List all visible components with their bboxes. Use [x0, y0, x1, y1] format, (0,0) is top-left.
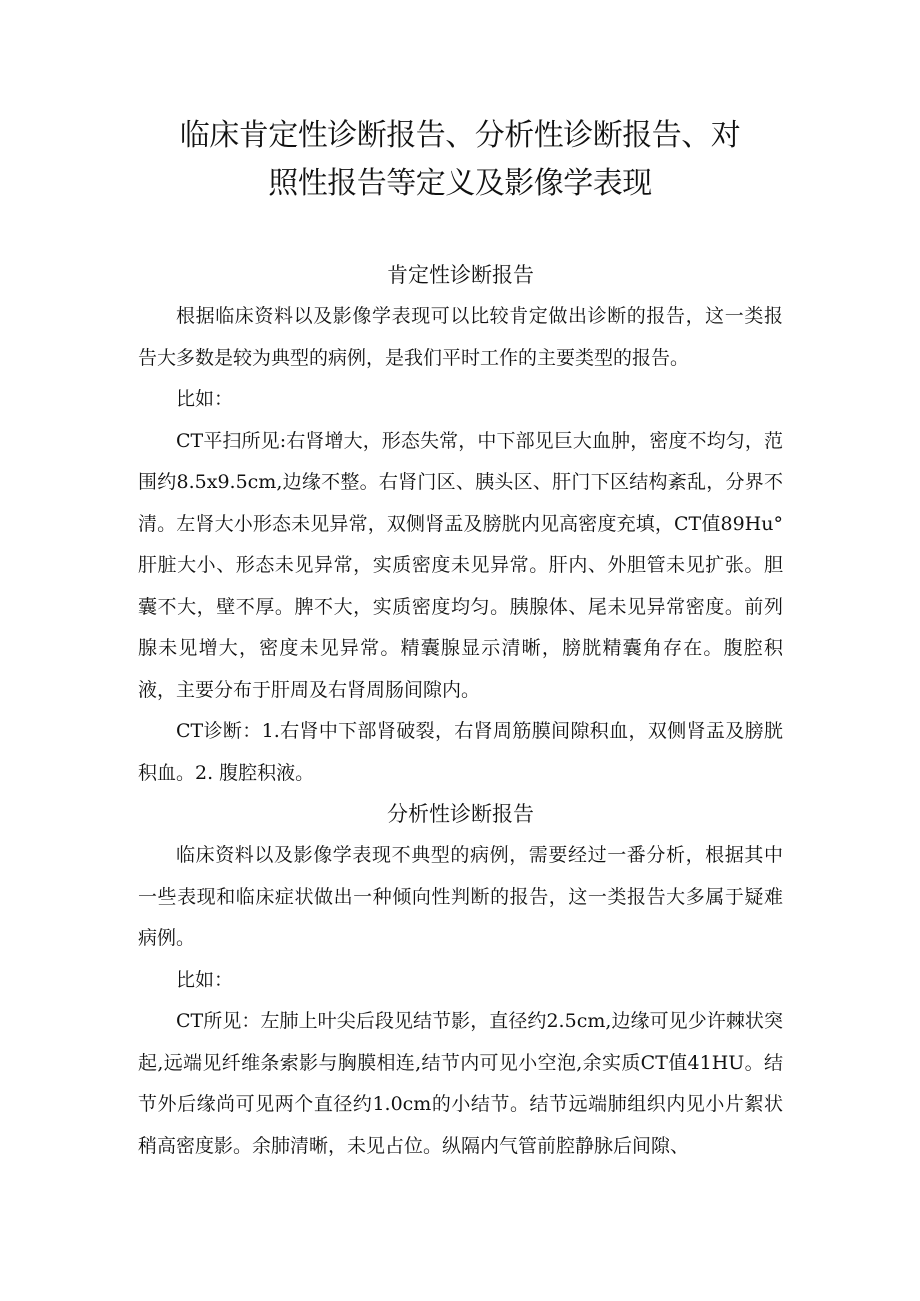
paragraph-analytical-definition: 临床资料以及影像学表现不典型的病例，需要经过一番分析，根据其中一些表现和临床症状做出一种倾向性判断的报告，这一类报告大多属于疑难病例。	[138, 844, 783, 949]
title-line-1: 临床肯定性诊断报告、分析性诊断报告、对	[179, 118, 741, 153]
title-line-2: 照性报告等定义及影像学表现	[268, 166, 652, 201]
paragraph-example-label: 比如：	[176, 968, 234, 991]
document-title	[120, 112, 800, 208]
paragraph-definitive-definition: 根据临床资料以及影像学表现可以比较肯定做出诊断的报告，这一类报告大多数是较为典型的病例，是我们平时工作的主要类型的报告。	[138, 305, 783, 369]
paragraph-ct-findings: CT平扫所见:右肾增大，形态失常，中下部见巨大血肿，密度不均匀，范围约8.5x9.5cm,边缘不整。右肾门区、胰头区、肝门下区结构紊乱，分界不清。左肾大小形态未见异常，双侧肾盂及膀胱内见高密度充填，CT值89Hu°肝脏大小、形态未见异常，实质密度未见异常。肝内、外胆管未见扩张。胆囊不大，壁不厚。脾不大，实质密度均匀。胰腺体、尾未见异常密度。前列腺未见增大，密度未见异常。精囊腺显示清晰，膀胱精囊角存在。腹腔积液，主要分布于肝周及右肾周肠间隙内。	[138, 429, 783, 701]
section-heading-definitive: 肯定性诊断报告	[387, 263, 534, 287]
paragraph-example-label: 比如：	[176, 388, 234, 410]
document-body	[138, 255, 783, 1167]
section-heading-analytical: 分析性诊断报告	[387, 802, 534, 826]
paragraph-ct-diagnosis: CT诊断：1.右肾中下部肾破裂，右肾周筋膜间隙积血，双侧肾盂及膀胱积血。2. 腹腔积液。	[138, 720, 783, 784]
paragraph-ct-findings: CT所见：左肺上叶尖后段见结节影，直径约2.5cm,边缘可见少许棘状突起,远端见纤维条索影与胸膜相连,结节内可见小空泡,余实质CT值41HU。结节外后缘尚可见两个直径约1.0cm的小结节。结节远端肺组织内见小片絮状稍高密度影。余肺清晰，未见占位。纵隔内气管前腔静脉后间隙、	[138, 1010, 783, 1157]
